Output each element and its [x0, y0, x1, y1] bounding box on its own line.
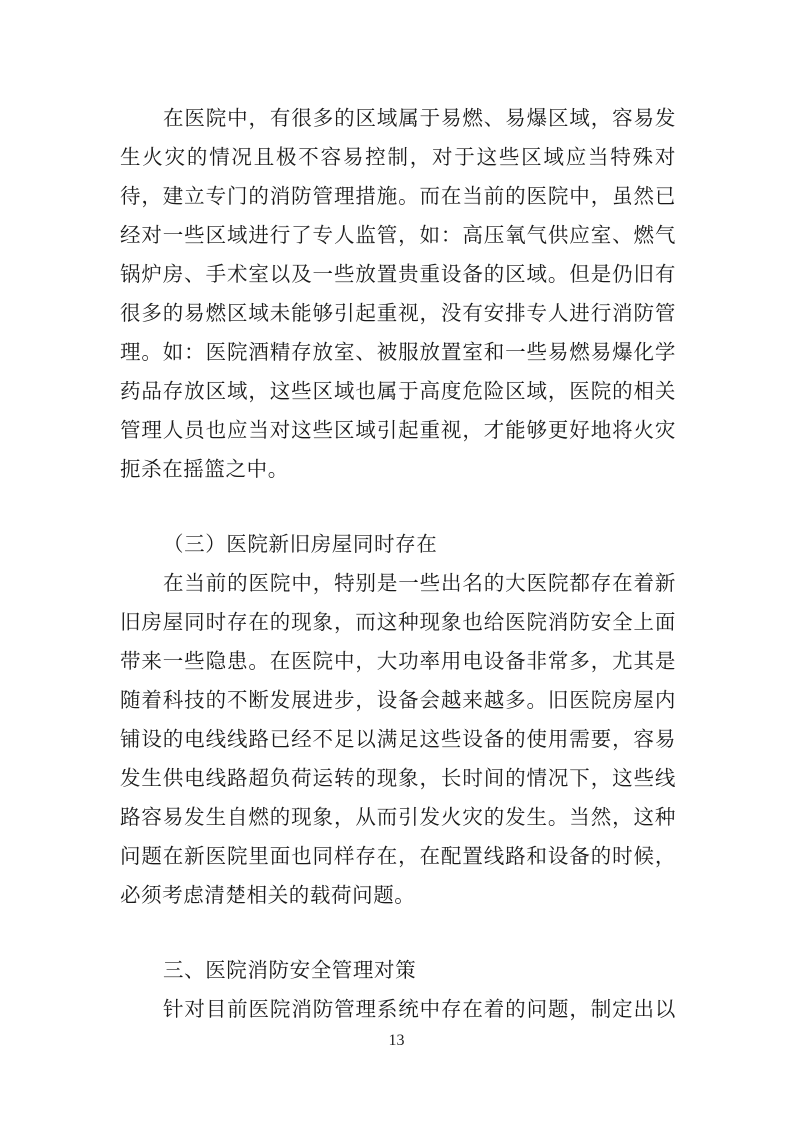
paragraph-1-line-7: 理。如：医院酒精存放室、被服放置室和一些易燃易爆化学: [120, 340, 676, 364]
subheading-3: （三）医院新旧房屋同时存在: [163, 532, 438, 556]
paragraph-2-line-1: 在当前的医院中，特别是一些出名的大医院都存在着新: [163, 571, 676, 595]
page-number: 13: [388, 1032, 405, 1049]
paragraph-1-line-5: 锅炉房、手术室以及一些放置贵重设备的区域。但是仍旧有: [120, 262, 676, 286]
paragraph-2-line-3: 带来一些隐患。在医院中，大功率用电设备非常多，尤其是: [120, 649, 676, 673]
paragraph-1-line-8: 药品存放区域，这些区域也属于高度危险区域，医院的相关: [120, 379, 676, 403]
section-heading: 三、医院消防安全管理对策: [163, 958, 417, 982]
paragraph-1-line-4: 经对一些区域进行了专人监管，如：高压氧气供应室、燃气: [120, 223, 676, 247]
paragraph-1-line-9: 管理人员也应当对这些区域引起重视，才能够更好地将火灾: [120, 418, 676, 442]
paragraph-2-line-5: 铺设的电线线路已经不足以满足这些设备的使用需要，容易: [120, 727, 676, 751]
paragraph-1-line-2: 生火灾的情况且极不容易控制，对于这些区域应当特殊对: [120, 145, 676, 169]
paragraph-2-line-2: 旧房屋同时存在的现象，而这种现象也给医院消防安全上面: [120, 610, 676, 634]
paragraph-3-line-1: 针对目前医院消防管理系统中存在着的问题，制定出以: [163, 997, 676, 1021]
paragraph-2-line-6: 发生供电线路超负荷运转的现象，长时间的情况下，这些线: [120, 766, 676, 790]
paragraph-2-line-9: 必须考虑清楚相关的载荷问题。: [120, 883, 416, 907]
paragraph-1-line-10: 扼杀在摇篮之中。: [120, 457, 289, 481]
paragraph-2-line-4: 随着科技的不断发展进步，设备会越来越多。旧医院房屋内: [120, 688, 676, 712]
paragraph-1-line-3: 待，建立专门的消防管理措施。而在当前的医院中，虽然已: [120, 184, 676, 208]
paragraph-1-line-1: 在医院中，有很多的区域属于易燃、易爆区域，容易发: [163, 106, 676, 130]
paragraph-1-line-6: 很多的易燃区域未能够引起重视，没有安排专人进行消防管: [120, 301, 676, 325]
paragraph-2-line-7: 路容易发生自燃的现象，从而引发火灾的发生。当然，这种: [120, 805, 676, 829]
paragraph-2-line-8: 问题在新医院里面也同样存在，在配置线路和设备的时候，: [120, 844, 676, 868]
